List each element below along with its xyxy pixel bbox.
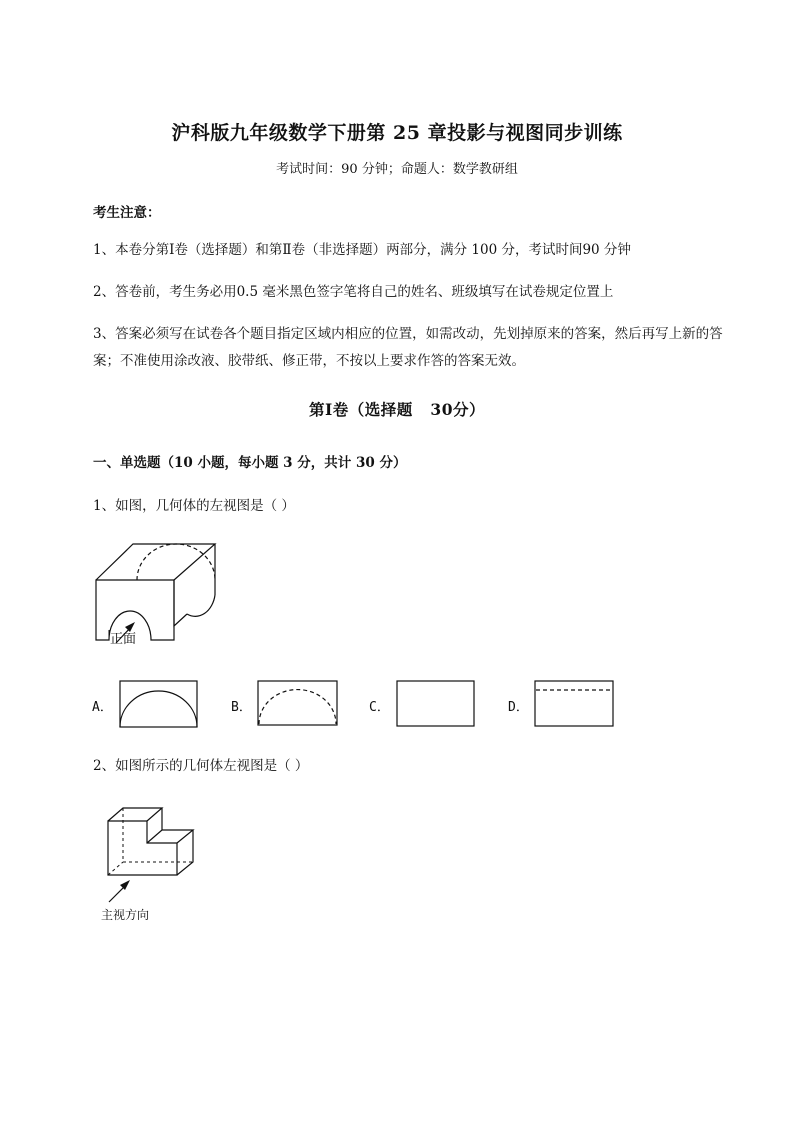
notes-heading: 考生注意： <box>93 205 161 221</box>
option-d-figure[interactable] <box>534 680 615 727</box>
view-direction-label: 主视方向 <box>101 908 150 922</box>
option-b-figure[interactable] <box>257 680 339 726</box>
question-2-text: 2、如图所示的几何体左视图是（ ） <box>93 758 309 774</box>
note-item: 2、答卷前，考生务必用0.5 毫米黑色签字笔将自己的姓名、班级填写在试卷规定位置上 <box>93 284 614 300</box>
option-a-figure[interactable] <box>119 680 199 728</box>
option-c-letter[interactable]: C． <box>369 700 390 715</box>
option-c-figure[interactable] <box>396 680 476 727</box>
page-title: 沪科版九年级数学下册第 25 章投影与视图同步训练 <box>171 122 623 144</box>
note-item: 3、答案必须写在试卷各个题目指定区域内相应的位置，如需改动，先划掉原来的答案，然后再写上新的答案；不准使用涂改液、胶带纸、修正带，不按以上要求作答的答案无效。 <box>93 326 723 369</box>
option-d-letter[interactable]: D． <box>508 700 529 715</box>
option-b-letter[interactable]: B． <box>231 700 252 715</box>
page-subtitle: 考试时间：90 分钟；命题人：数学教研组 <box>276 162 518 177</box>
part-heading: 一、单选题（10 小题，每小题 3 分，共计 30 分） <box>93 455 407 471</box>
section-title: 第Ⅰ卷（选择题 30分） <box>308 400 485 419</box>
note-item: 1、本卷分第Ⅰ卷（选择题）和第Ⅱ卷（非选择题）两部分，满分 100 分，考试时间90 分钟 <box>93 242 631 258</box>
front-view-label: 正面 <box>110 632 137 647</box>
question-1-text: 1、如图，几何体的左视图是（ ） <box>93 498 295 514</box>
option-a-letter[interactable]: A． <box>92 700 113 715</box>
